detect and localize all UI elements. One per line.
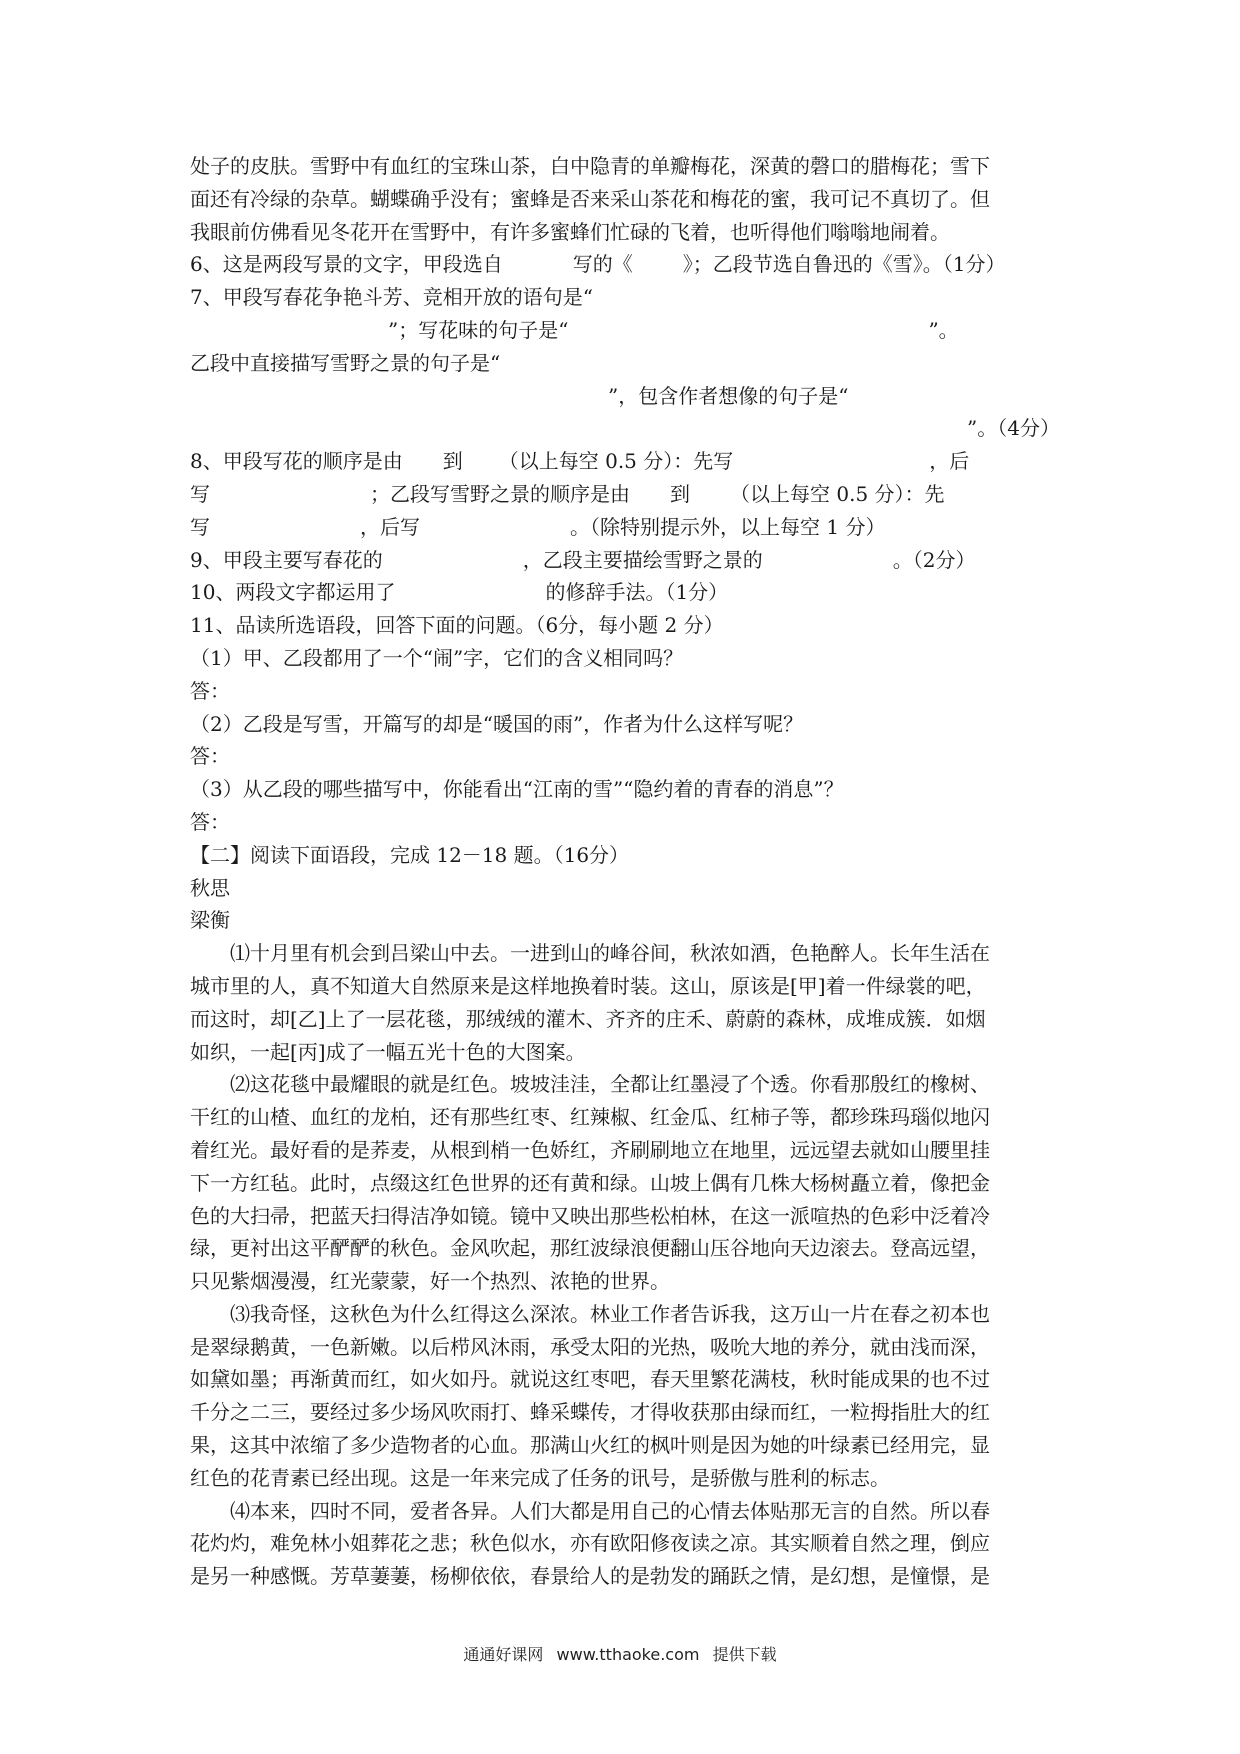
text-line: 面还有冷绿的杂草。蝴蝶确乎没有；蜜蜂是否来采山茶花和梅花的蜜，我可记不真切了。但 bbox=[190, 186, 990, 211]
text-line: 处子的皮肤。雪野中有血红的宝珠山茶，白中隐青的单瓣梅花，深黄的磬口的腊梅花；雪下 bbox=[190, 154, 990, 178]
passage-excerpt bbox=[190, 150, 1060, 248]
question-9: 9、甲段主要写春花的 ，乙段主要描绘雪野之景的 。（2分） bbox=[190, 547, 976, 572]
article-title: 秋思 bbox=[190, 875, 230, 900]
paragraph-2: ⑵这花毯中最耀眼的就是红色。坡坡洼洼，全都让红墨浸了个透。你看那殷红的橡树、 干红的山楂、血红的龙柏，还有那些红枣、红辣椒、红金瓜、红柿子等，都珍珠玛瑙似地闪 着红光。最好看的是荞麦，从根到梢一色娇红，齐刷刷地立在地里，远远望去就如山腰里挂 下一方红毡。此时，点缀这红色世界的还有黄和绿。山坡上偶有几株大杨树矗立着，像把金 色的大扫帚，把蓝天扫得洁净如镜。镜中又映出那些松柏林，在这一派喧热的色彩中泛着冷 绿，更衬出这平酽酽的秋色。金风吹起，那红波绿浪便翻山压谷地向天边滚去。登高远望， 只见紫烟漫漫，红光蒙蒙，好一个热烈、浓艳的世界。 bbox=[190, 1072, 990, 1294]
question-10: 10、两段文字都运用了 的修辞手法。（1分） bbox=[190, 580, 729, 605]
footer-site-name: 通通好课网 bbox=[463, 1645, 544, 1664]
exam-page bbox=[190, 150, 1060, 1593]
answer-label: 答： bbox=[190, 809, 230, 834]
section-2 bbox=[190, 839, 1060, 937]
sub-question-3: （3）从乙段的哪些描写中，你能看出“江南的雪”“隐约着的青春的消息”？ bbox=[190, 777, 844, 802]
question-11: 11、品读所选语段，回答下面的问题。（6分，每小题 2 分） （1）甲、乙段都用了一个“闹”字，它们的含义相同吗？ 答： （2）乙段是写雪，开篇写的却是“暖国的雨”，作者为什么这样写呢？ 答： （3）从乙段的哪些描写中，你能看出“江南的雪”“隐约着的青春的消息”？ 答： bbox=[190, 609, 1060, 839]
paragraph-4: ⑷本来，四时不同，爱者各异。人们大都是用自己的心情去体贴那无言的自然。所以春 花灼灼，难免林小姐葬花之悲；秋色似水，亦有欧阳修夜读之凉。其实顺着自然之理，倒应 是另一种感慨。芳草萋萋，杨柳依依，春景给人的是勃发的踊跃之情，是幻想，是憧憬，是 bbox=[190, 1498, 990, 1589]
section-heading: 【二】阅读下面语段，完成 12－18 题。（16分） bbox=[190, 842, 630, 867]
footer-url: www.tthaoke.com bbox=[556, 1645, 700, 1664]
page-footer bbox=[0, 1645, 1240, 1665]
question-7: 7、甲段写春花争艳斗芳、竞相开放的语句是“ ”；写花味的句子是“ ”。 乙段中直接描写雪野之景的句子是“ ”，包含作者想像的句子是“ ”。（4分） bbox=[190, 285, 1060, 441]
answer-label: 答： bbox=[190, 678, 230, 703]
answer-label: 答： bbox=[190, 744, 230, 769]
article-author: 梁衡 bbox=[190, 908, 230, 933]
question-6: 6、这是两段写景的文字，甲段选自 写的《 》；乙段节选自鲁迅的《雪》。（1分） bbox=[190, 252, 1006, 277]
paragraph-3: ⑶我奇怪，这秋色为什么红得这么深浓。林业工作者告诉我，这万山一片在春之初本也 是翠绿鹅黄，一色新嫩。以后栉风沐雨，承受太阳的光热，吸吮大地的养分，就由浅而深， 如黛如墨；再渐黄而红，如火如丹。就说这红枣吧，春天里繁花满枝，秋时能成果的也不过 千分之二三，要经过多少场风吹雨打、蜂采蝶传，才得收获那由绿而红，一粒拇指肚大的红 果，这其中浓缩了多少造物者的心血。那满山火红的枫叶则是因为她的叶绿素已经用完，显 红色的花青素已经出现。这是一年来完成了任务的讯号，是骄傲与胜利的标志。 bbox=[190, 1301, 990, 1490]
text-line: 我眼前仿佛看见冬花开在雪野中，有许多蜜蜂们忙碌的飞着，也听得他们嗡嗡地闹着。 bbox=[190, 219, 950, 244]
paragraph-1: ⑴十月里有机会到吕梁山中去。一进到山的峰谷间，秋浓如酒，色艳醉人。长年生活在 城市里的人，真不知道大自然原来是这样地换着时装。这山，原该是[甲]着一件绿裳的吧， 而这时，却[乙]上了一层花毯，那绒绒的灌木、齐齐的庄禾、蔚蔚的森林，成堆成簇．如烟 如织，一起[丙]成了一幅五光十色的大图案。 bbox=[190, 941, 990, 1064]
sub-question-2: （2）乙段是写雪，开篇写的却是“暖国的雨”，作者为什么这样写呢？ bbox=[190, 711, 804, 736]
question-8: 8、甲段写花的顺序是由 到 （以上每空 0.5 分）：先写 ，后 写 ；乙段写雪野之景的顺序是由 到 （以上每空 0.5 分）：先 写 ，后写 。（除特别提示外，以上每空 1 分） bbox=[190, 449, 970, 539]
sub-question-1: （1）甲、乙段都用了一个“闹”字，它们的含义相同吗？ bbox=[190, 645, 684, 670]
footer-note: 提供下载 bbox=[712, 1645, 777, 1664]
